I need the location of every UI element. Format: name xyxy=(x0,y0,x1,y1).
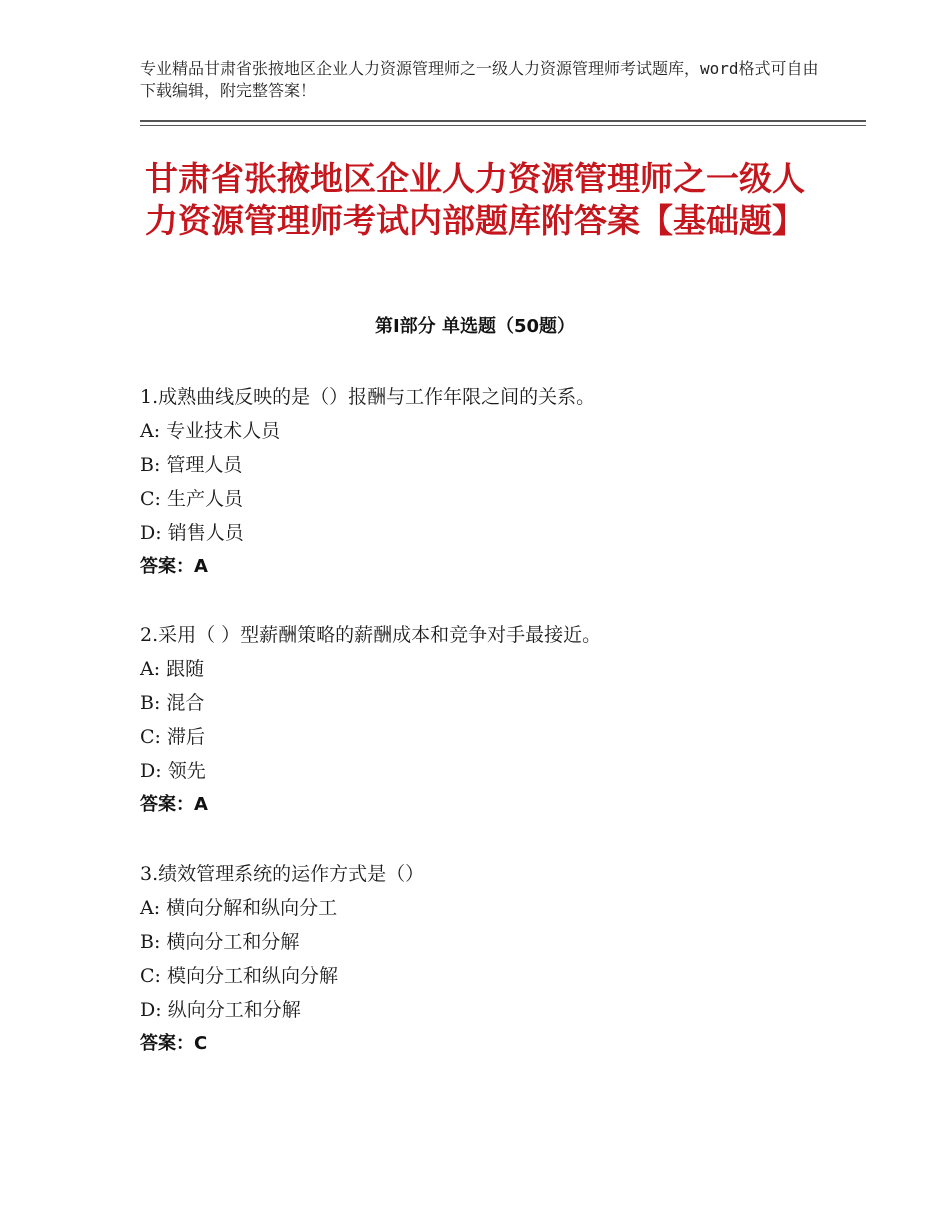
option-key: D: xyxy=(140,760,162,782)
question-stem: 3.绩效管理系统的运作方式是（） xyxy=(140,863,425,885)
option-text: 纵向分工和分解 xyxy=(167,999,301,1021)
section-title: 第Ⅰ部分 单选题（50题） xyxy=(374,316,575,337)
option-text: 横向分工和分解 xyxy=(166,931,300,953)
question-3 xyxy=(140,857,840,1061)
option-key: B: xyxy=(140,692,161,714)
option-text: 专业技术人员 xyxy=(166,420,281,442)
option-a xyxy=(140,891,840,925)
question-2 xyxy=(140,618,840,822)
answer-line xyxy=(140,1027,840,1061)
answer-value: C xyxy=(194,1033,208,1054)
option-b xyxy=(140,925,840,959)
header-divider-thin xyxy=(140,125,866,126)
header-note: 专业精品甘肃省张掖地区企业人力资源管理师之一级人力资源管理师考试题库，word格式可自由下载编辑，附完整答案！ xyxy=(140,59,819,100)
answer-label: 答案： xyxy=(140,1033,194,1054)
option-key: C: xyxy=(140,488,161,510)
option-text: 混合 xyxy=(166,692,205,714)
document-title: 甘肃省张掖地区企业人力资源管理师之一级人力资源管理师考试内部题库附答案【基础题】 xyxy=(145,159,805,240)
option-a xyxy=(140,652,840,686)
option-d xyxy=(140,516,840,550)
option-key: A: xyxy=(140,420,161,442)
answer-label: 答案： xyxy=(140,556,194,577)
option-text: 管理人员 xyxy=(166,454,243,476)
answer-value: A xyxy=(194,794,208,815)
option-b xyxy=(140,448,840,482)
option-c xyxy=(140,959,840,993)
answer-line xyxy=(140,788,840,822)
option-key: D: xyxy=(140,522,162,544)
option-text: 滞后 xyxy=(167,726,206,748)
option-text: 销售人员 xyxy=(167,522,244,544)
option-key: C: xyxy=(140,726,161,748)
answer-label: 答案： xyxy=(140,794,194,815)
option-key: C: xyxy=(140,965,161,987)
option-a xyxy=(140,414,840,448)
header-divider xyxy=(140,120,866,122)
option-c xyxy=(140,720,840,754)
question-1 xyxy=(140,380,840,584)
option-text: 生产人员 xyxy=(167,488,244,510)
question-stem: 2.采用（ ）型薪酬策略的薪酬成本和竞争对手最接近。 xyxy=(140,624,602,646)
option-d xyxy=(140,754,840,788)
option-text: 模向分工和纵向分解 xyxy=(167,965,339,987)
option-text: 跟随 xyxy=(166,658,205,680)
answer-line xyxy=(140,550,840,584)
answer-value: A xyxy=(194,556,208,577)
option-b xyxy=(140,686,840,720)
question-stem: 1.成熟曲线反映的是（）报酬与工作年限之间的关系。 xyxy=(140,386,596,408)
option-key: A: xyxy=(140,658,161,680)
option-key: D: xyxy=(140,999,162,1021)
option-c xyxy=(140,482,840,516)
option-d xyxy=(140,993,840,1027)
option-key: A: xyxy=(140,897,161,919)
option-text: 横向分解和纵向分工 xyxy=(166,897,338,919)
option-key: B: xyxy=(140,454,161,476)
option-text: 领先 xyxy=(167,760,206,782)
option-key: B: xyxy=(140,931,161,953)
